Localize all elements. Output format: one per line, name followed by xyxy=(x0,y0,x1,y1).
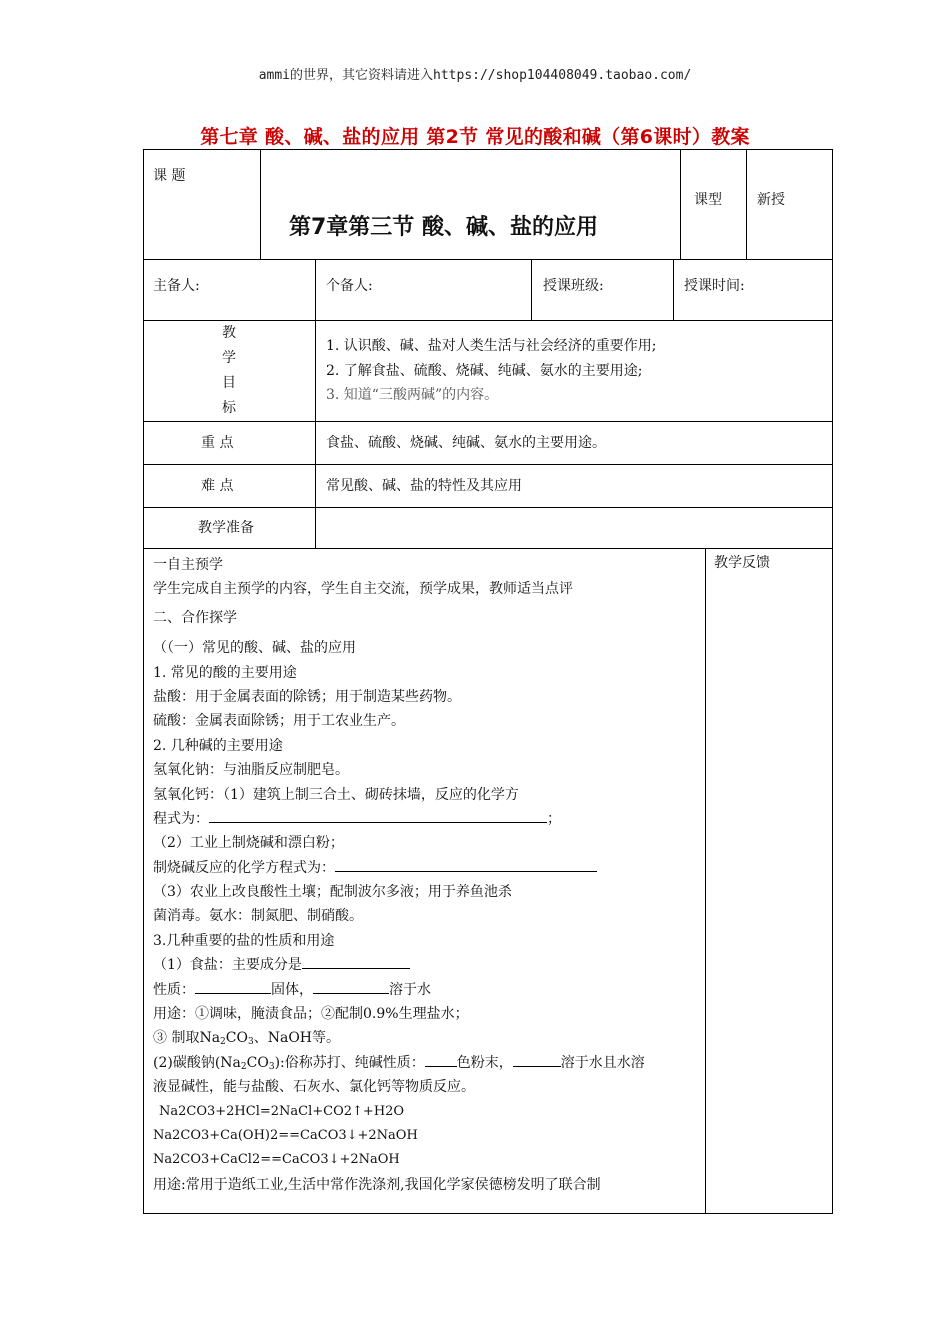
goal-item-2: 2. 了解食盐、硫酸、烧碱、纯碱、氨水的主要用途; xyxy=(326,363,643,379)
line-text: 制烧碱反应的化学方程式为： xyxy=(153,859,335,876)
main-preparer-label: 主备人: xyxy=(153,278,200,294)
line-text: ； xyxy=(547,810,561,827)
goal-item-1: 1. 认识酸、碱、盐对人类生活与社会经济的重要作用; xyxy=(326,338,657,354)
key-point-value: 食盐、硫酸、烧碱、纯碱、氨水的主要用途。 xyxy=(326,435,606,451)
prep-label: 教学准备 xyxy=(198,520,254,536)
line-text: 固体， xyxy=(271,981,313,998)
body-line: 盐酸：用于金属表面的除锈；用于制造某些药物。 xyxy=(153,688,461,705)
line-text: 色粉末， xyxy=(456,1054,513,1071)
goals-label-1: 教 xyxy=(222,325,236,341)
blank-line xyxy=(302,954,410,969)
feedback-label: 教学反馈 xyxy=(714,555,770,571)
goal-item-3: 3. 知道“三酸两碱”的内容。 xyxy=(326,387,499,403)
blank-line xyxy=(513,1052,561,1067)
equation-3: Na2CO3+CaCl2==CaCO3↓+2NaOH xyxy=(153,1152,400,1168)
line-text: CO xyxy=(225,1030,248,1047)
body-line: 硫酸：金属表面除锈；用于工农业生产。 xyxy=(153,713,405,730)
difficulty-value: 常见酸、碱、盐的特性及其应用 xyxy=(326,478,522,494)
subscript: 2 xyxy=(240,1061,247,1072)
blank-line xyxy=(209,808,547,823)
keti-label: 课 题 xyxy=(153,168,186,184)
body-line xyxy=(153,856,708,880)
body-line xyxy=(153,807,708,831)
body-line: 用途:常用于造纸工业,生活中常作洗涤剂,我国化学家侯德榜发明了联合制 xyxy=(153,1176,601,1193)
equation-2: Na2CO3+Ca(OH)2==CaCO3↓+2NaOH xyxy=(153,1127,418,1143)
goals-label-3: 目 xyxy=(222,375,236,391)
lesson-body xyxy=(153,553,708,1197)
body-line xyxy=(153,978,708,1002)
line-text: 程式为： xyxy=(153,810,209,827)
line-text: (2)碳酸钠(Na xyxy=(153,1054,241,1071)
individual-preparer-label: 个备人: xyxy=(326,278,373,294)
header-note: ammi的世界，其它资料请进入https://shop104408049.taobao.com/ xyxy=(258,68,692,83)
body-line: 1. 常见的酸的主要用途 xyxy=(153,664,297,681)
body-line: 2. 几种碱的主要用途 xyxy=(153,737,283,754)
goals-label-2: 学 xyxy=(222,350,236,366)
equation-1: Na2CO3+2HCl=2NaCl+CO2↑+H2O xyxy=(159,1103,405,1119)
difficulty-label: 难 点 xyxy=(201,478,234,494)
body-line: （2）工业上制烧碱和漂白粉； xyxy=(153,835,344,852)
body-line: 3.几种重要的盐的性质和用途 xyxy=(153,932,335,949)
body-line: （3）农业上改良酸性土壤；配制波尔多液；用于养鱼池杀 xyxy=(153,884,512,901)
time-label: 授课时间: xyxy=(684,278,745,294)
body-line: 用途：①调味，腌渍食品；②配制0.9%生理盐水； xyxy=(153,1006,469,1023)
body-line: 氢氧化钠：与油脂反应制肥皂。 xyxy=(153,762,349,779)
body-line: （（一）常见的酸、碱、盐的应用 xyxy=(153,640,356,657)
lesson-title: 第7章第三节 酸、碱、盐的应用 xyxy=(289,215,598,240)
subscript: 2 xyxy=(220,1037,226,1048)
line-text: 溶于水 xyxy=(389,981,431,998)
goals-label-4: 标 xyxy=(222,400,236,416)
body-line: 液显碱性，能与盐酸、石灰水、氯化钙等物质反应。 xyxy=(153,1079,475,1096)
line-text: 溶于水且水溶 xyxy=(560,1054,645,1071)
blank-line xyxy=(195,979,271,994)
line-text: 性质： xyxy=(153,981,195,998)
body-line xyxy=(153,1026,708,1050)
document-title: 第七章 酸、碱、盐的应用 第2节 常见的酸和碱（第6课时）教案 xyxy=(200,126,750,148)
body-line: 二、合作探学 xyxy=(153,609,237,626)
line-text: CO xyxy=(246,1054,269,1071)
body-line xyxy=(153,1051,708,1075)
blank-line xyxy=(425,1052,457,1067)
subscript: 3 xyxy=(268,1061,275,1072)
class-label: 授课班级: xyxy=(543,278,604,294)
blank-line xyxy=(335,857,597,872)
body-line: 学生完成自主预学的内容，学生自主交流，预学成果，教师适当点评 xyxy=(153,581,573,598)
key-point-label: 重 点 xyxy=(201,435,234,451)
line-text: ③ 制取Na xyxy=(153,1030,221,1047)
subscript: 3 xyxy=(247,1037,254,1048)
line-text: 、NaOH等。 xyxy=(253,1030,341,1047)
body-line xyxy=(153,953,708,977)
line-text: （1）食盐：主要成分是 xyxy=(153,957,302,974)
blank-line xyxy=(313,979,389,994)
body-line: 一自主预学 xyxy=(153,557,223,573)
lesson-type-value: 新授 xyxy=(757,192,785,208)
lesson-type-label: 课型 xyxy=(694,192,722,208)
body-line: 氢氧化钙：（1）建筑上制三合土、砌砖抹墙，反应的化学方 xyxy=(153,786,519,803)
line-text: ):俗称苏打、纯碱性质： xyxy=(274,1054,425,1071)
body-line: 菌消毒。氨水：制氮肥、制硝酸。 xyxy=(153,908,363,925)
